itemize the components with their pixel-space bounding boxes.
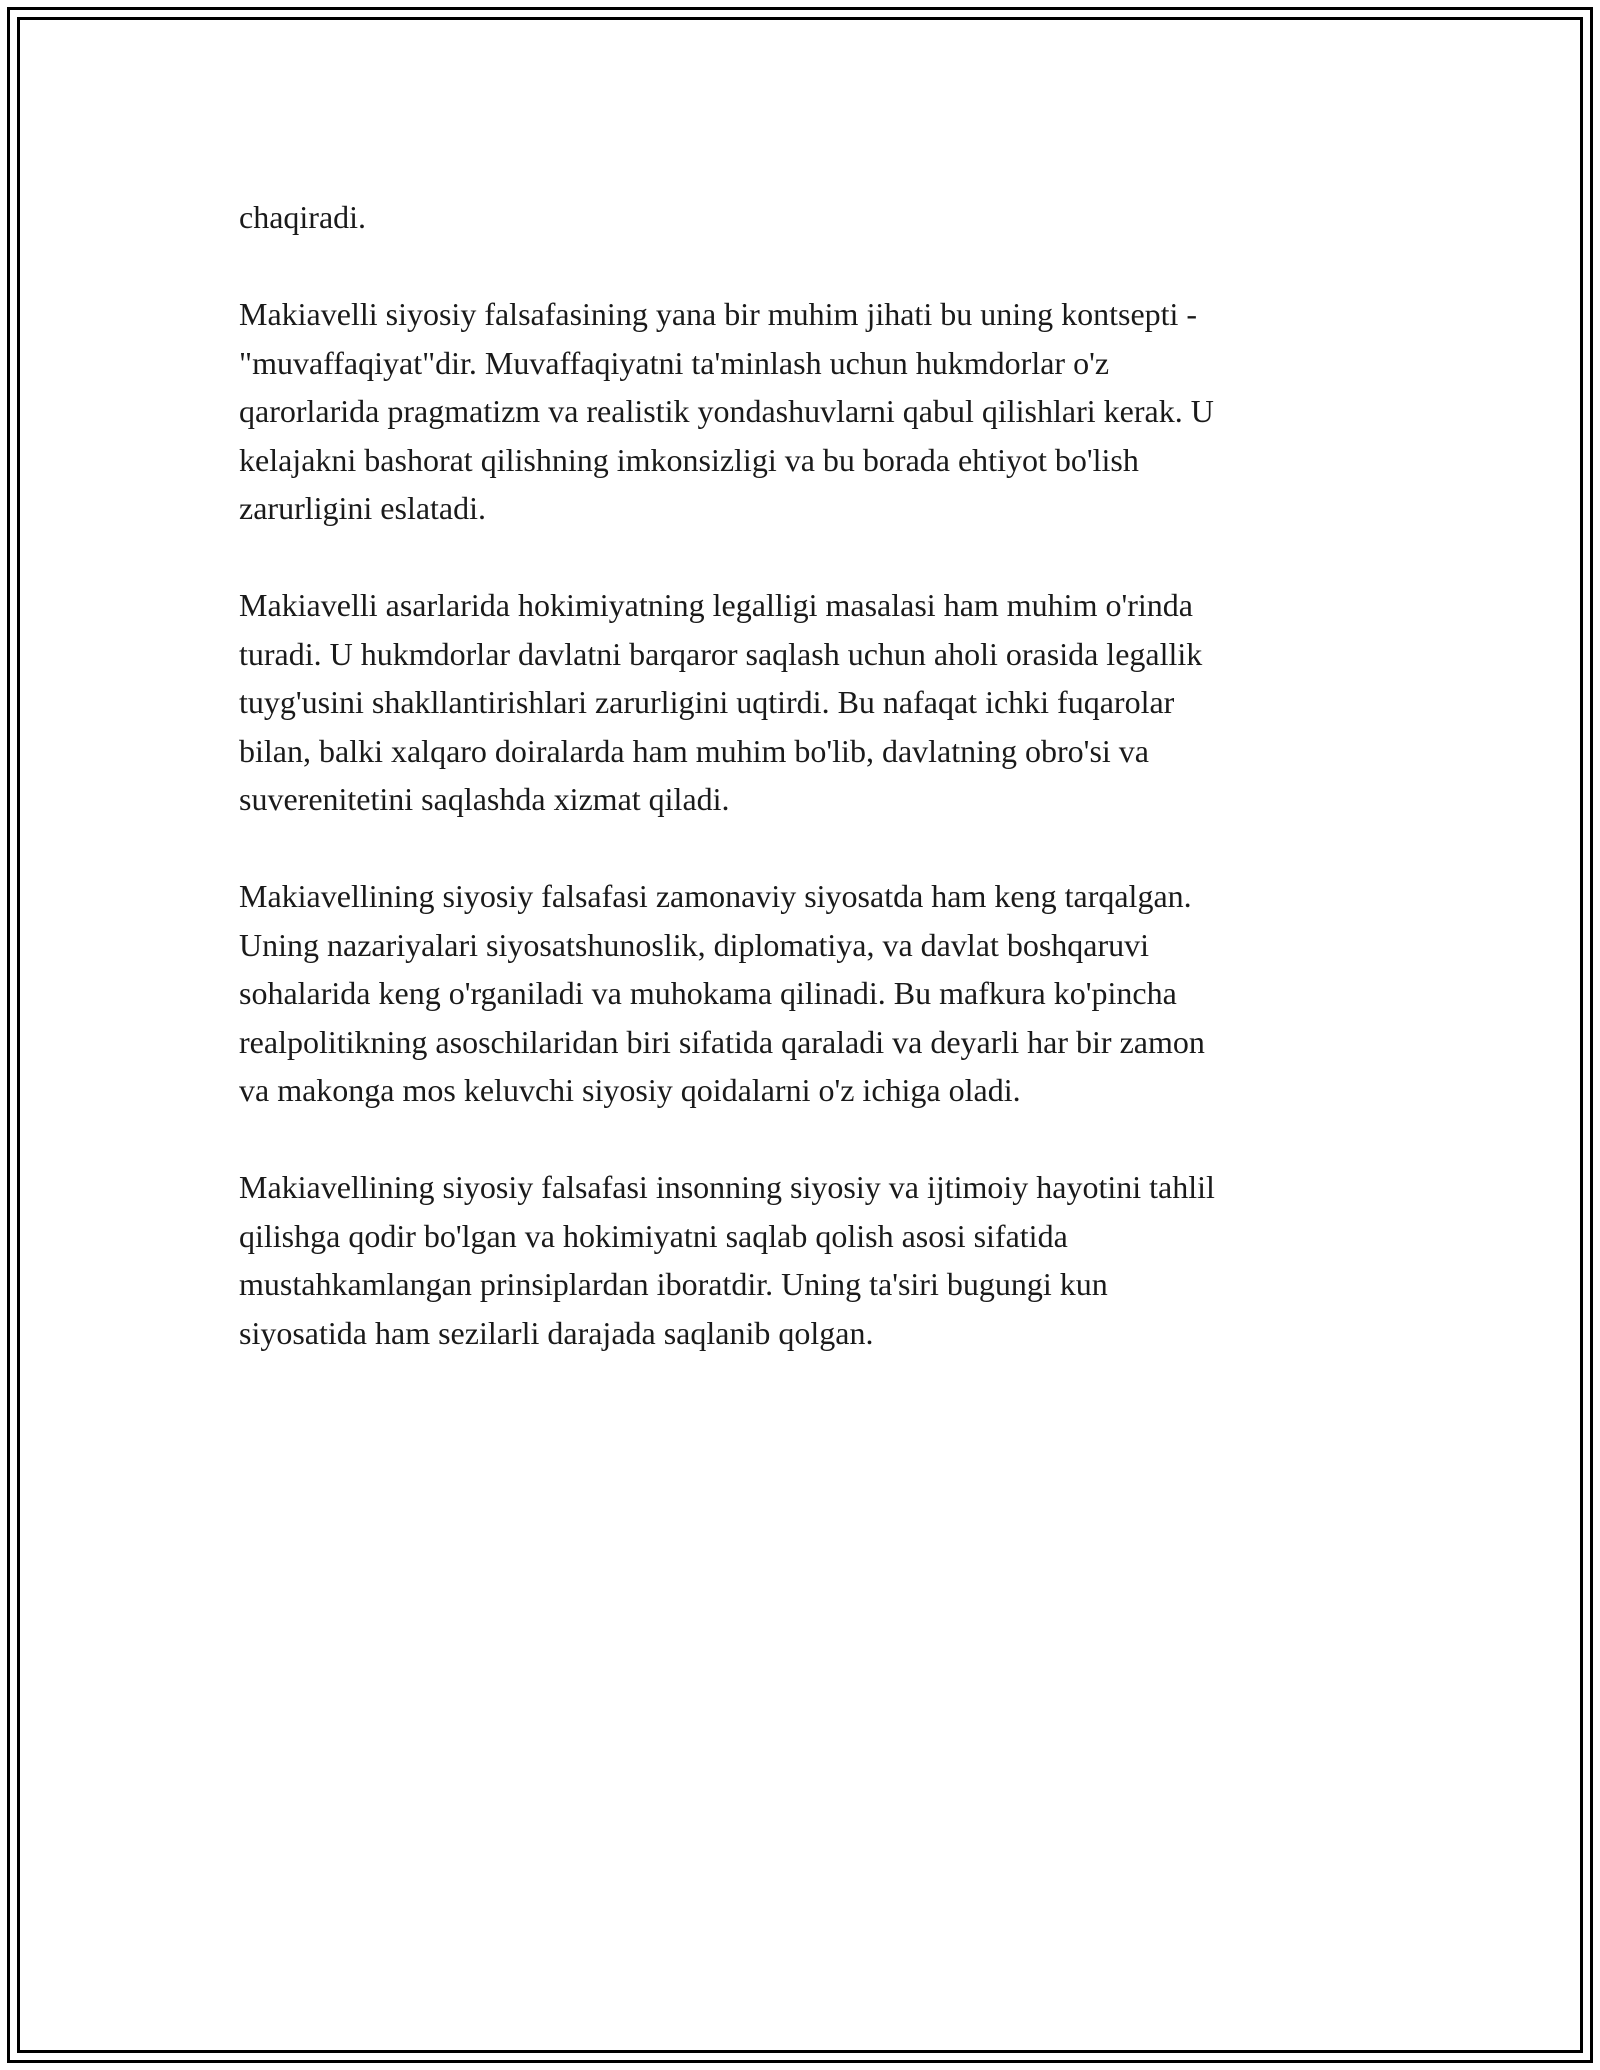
page-frame <box>7 7 1593 2063</box>
paragraph-4: Makiavellining siyosiy falsafasi zamonaviy siyosatda ham keng tarqalgan. Uning nazariyalari siyosatshunoslik, diplomatiya, va davlat boshqaruvi sohalarida keng o'rganiladi va muhokama qilinadi. Bu mafkura ko'pincha realpolitikning asoschilaridan biri sifatida qaraladi va deyarli har bir zamon va makonga mos keluvchi siyosiy qoidalarni o'z ichiga oladi. <box>239 878 1205 1108</box>
paragraph-3: Makiavelli asarlarida hokimiyatning legalligi masalasi ham muhim o'rinda turadi. U hukmdorlar davlatni barqaror saqlash uchun aholi orasida legallik tuyg'usini shakllantirishlari zarurligini uqtirdi. Bu nafaqat ichki fuqarolar bilan, balki xalqaro doiralarda ham muhim bo'lib, davlatning obro'si va suverenitetini saqlashda xizmat qiladi. <box>239 587 1203 817</box>
paragraph-5: Makiavellining siyosiy falsafasi insonning siyosiy va ijtimoiy hayotini tahlil qilishga qodir bo'lgan va hokimiyatni saqlab qolish asosi sifatida mustahkamlangan prinsiplardan iboratdir. Uning ta'siri bugungi kun siyosatida ham sezilarli darajada saqlanib qolgan. <box>239 1169 1215 1351</box>
paragraph-2: Makiavelli siyosiy falsafasining yana bir muhim jihati bu uning kontsepti - "muvaffaqiyat"dir. Muvaffaqiyatni ta'minlash uchun hukmdorlar o'z qarorlarida pragmatizm va realistik yondashuvlarni qabul qilishlari kerak. U kelajakni bashorat qilishning imkonsizligi va bu borada ehtiyot bo'lish zarurligini eslatadi. <box>239 296 1214 526</box>
page-content <box>239 193 1369 1406</box>
paragraph-1: chaqiradi. <box>239 199 367 235</box>
